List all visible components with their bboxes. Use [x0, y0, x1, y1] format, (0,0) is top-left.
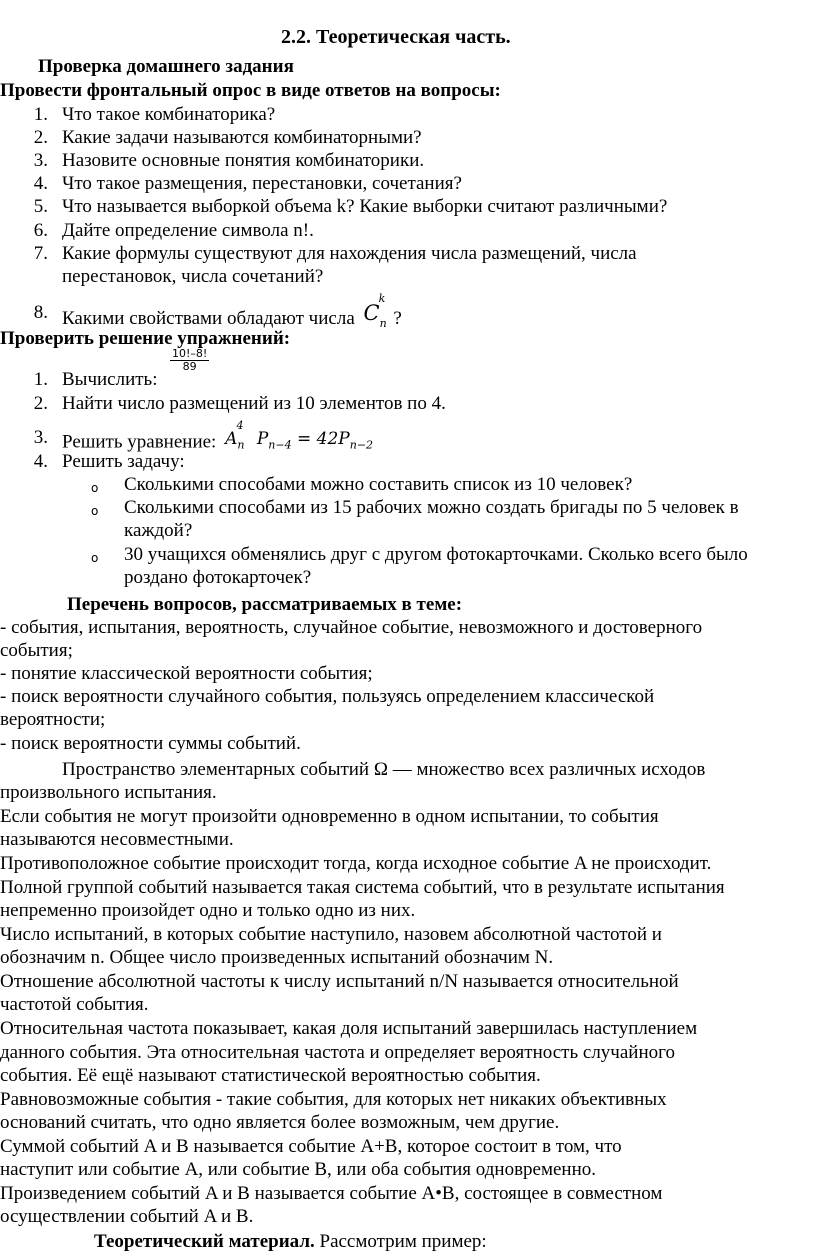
list-item: Какие задачи называются комбинаторными? — [62, 127, 422, 148]
text-line: события. Её ещё называют статистической вероятностью события. — [0, 1065, 541, 1086]
list-item: Сколькими способами из 15 рабочих можно создать бригады по 5 человек в — [124, 497, 739, 518]
bullet-glyph: o — [91, 551, 99, 565]
fraction-denominator: 89 — [182, 360, 197, 374]
text-line: Относительная частота показывает, какая доля испытаний завершилась наступлением — [0, 1018, 698, 1039]
equation: $A_n^4$ $P_{n-4} = 42P_{n-2}$ — [225, 419, 374, 452]
text-line: Если события не могут произойти одновременно в одном испытании, то события — [0, 806, 659, 827]
section-heading: 2.2. Теоретическая часть. — [281, 26, 511, 48]
list-number: 4. — [33, 173, 48, 194]
text-line: события; — [0, 640, 73, 661]
text-line: произвольного испытания. — [0, 782, 217, 803]
list-item: Дайте определение символа n!. — [62, 220, 314, 241]
list-item-continued: перестановок, числа сочетаний? — [62, 266, 324, 287]
list-number: 1. — [33, 104, 48, 125]
text-line: Пространство элементарных событий Ω — множество всех различных исходов — [62, 759, 706, 780]
text-line: называются несовместными. — [0, 829, 234, 850]
theory-title: Теоретический материал. — [94, 1231, 315, 1252]
text-line: вероятности; — [0, 709, 106, 730]
list-item: Сколькими способами можно составить список из 10 человек? — [124, 474, 633, 495]
text-line: оснований считать, что одно является более возможным, чем другие. — [0, 1112, 560, 1133]
text-line: Отношение абсолютной частоты к числу испытаний n/N называется относительной — [0, 971, 679, 992]
list-number: 8. — [33, 302, 48, 323]
list-item: Решить задачу: — [62, 451, 185, 472]
theory-line — [94, 1230, 487, 1253]
list-item: Что такое размещения, перестановки, сочетания? — [62, 173, 462, 194]
text-line: непременно произойдет одно и только одно из них. — [0, 900, 416, 921]
text-line: - поиск вероятности случайного события, пользуясь определением классической — [0, 686, 655, 707]
list-number: 7. — [33, 243, 48, 264]
text-line: обозначим n. Общее число произведенных испытаний обозначим N. — [0, 947, 554, 968]
list-number: 2. — [33, 393, 48, 414]
fraction — [170, 348, 209, 373]
list-item: Что такое комбинаторика? — [62, 104, 276, 125]
binomial-symbol: $C_n^k$ — [363, 292, 387, 331]
bullet-glyph: o — [91, 504, 99, 518]
list-number: 1. — [33, 369, 48, 390]
text-line: частотой события. — [0, 994, 149, 1015]
list-item: 30 учащихся обменялись друг с другом фотокарточками. Сколько всего было — [124, 544, 748, 565]
text-line: Произведением событий A и B называется событие A•B, состоящее в совместном — [0, 1183, 663, 1204]
text-line: наступит или событие A, или событие B, или оба события одновременно. — [0, 1159, 597, 1180]
list-number: 4. — [33, 451, 48, 472]
text-line: Равновозможные события - такие события, для которых нет никаких объективных — [0, 1089, 667, 1110]
frontal-survey-title: Провести фронтальный опрос в виде ответов на вопросы: — [0, 80, 501, 101]
exercises-title: Проверить решение упражнений: — [0, 328, 291, 349]
fraction-formula — [170, 348, 209, 373]
list-number: 5. — [33, 196, 48, 217]
list-item: Что называется выборкой объема k? Какие выборки считают различными? — [62, 196, 668, 217]
list-number: 3. — [33, 427, 48, 448]
list-item: Какие формулы существуют для нахождения числа размещений, числа — [62, 243, 637, 264]
text-line: данного события. Эта относительная частота и определяет вероятность случайного — [0, 1042, 675, 1063]
homework-check-title: Проверка домашнего задания — [38, 56, 294, 77]
list-item-continued: роздано фотокарточек? — [124, 567, 312, 588]
list-number: 2. — [33, 127, 48, 148]
text-line: осуществлении событий A и B. — [0, 1206, 254, 1227]
list-item-text: Какими свойствами обладают числа — [62, 308, 355, 329]
text-line: - поиск вероятности суммы событий. — [0, 733, 301, 754]
text-line: - события, испытания, вероятность, случайное событие, невозможного и достоверного — [0, 617, 703, 638]
fraction-numerator: 10!–8! — [172, 347, 208, 361]
list-item: Какими свойствами обладают числа $C_n^k$? — [62, 292, 402, 331]
exercise-text: Вычислить: — [62, 369, 158, 390]
exercise-text: Решить уравнение: — [62, 431, 217, 453]
text-line: - понятие классической вероятности события; — [0, 663, 373, 684]
list-item: Найти число размещений из 10 элементов по 4. — [62, 393, 446, 414]
list-number: 3. — [33, 150, 48, 171]
theory-text: Рассмотрим пример: — [314, 1231, 487, 1252]
text-line: Суммой событий A и B называется событие A+B, которое состоит в том, что — [0, 1136, 622, 1157]
list-item-continued: каждой? — [124, 520, 193, 541]
list-item: Назовите основные понятия комбинаторики. — [62, 150, 425, 171]
text-line: Число испытаний, в которых событие наступило, назовем абсолютной частотой и — [0, 924, 662, 945]
text-line: Противоположное событие происходит тогда, когда исходное событие A не происходит. — [0, 853, 712, 874]
topics-title: Перечень вопросов, рассматриваемых в теме: — [67, 594, 463, 615]
text-line: Полной группой событий называется такая система событий, что в результате испытания — [0, 877, 725, 898]
bullet-glyph: o — [91, 481, 99, 495]
list-number: 6. — [33, 220, 48, 241]
list-item — [62, 368, 158, 391]
